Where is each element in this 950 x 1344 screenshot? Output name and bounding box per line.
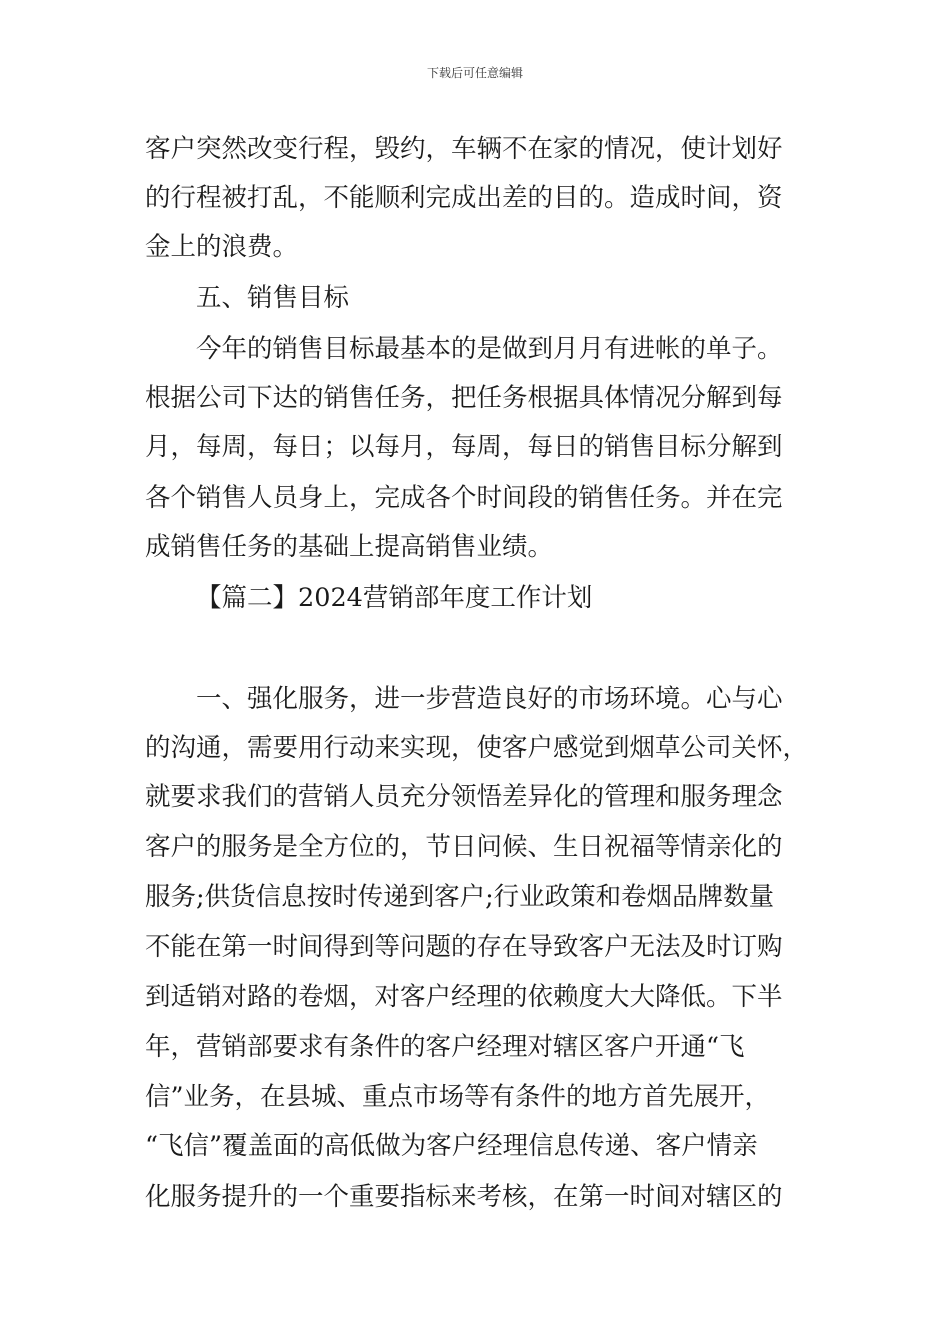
paragraph-line: “飞信”覆盖面的高低做为客户经理信息传递、客户情亲 bbox=[145, 1131, 758, 1161]
paragraph-line: 金上的浪费。 bbox=[145, 232, 299, 262]
paragraph-line: 今年的销售目标最基本的是做到月月有进帐的单子。 bbox=[196, 334, 783, 364]
paragraph-line: 成销售任务的基础上提高销售业绩。 bbox=[145, 532, 554, 562]
article-title: 【篇二】2024营销部年度工作计划 bbox=[196, 583, 593, 613]
paragraph-line: 化服务提升的一个重要指标来考核，在第一时间对辖区的 bbox=[145, 1182, 783, 1212]
paragraph-line: 一、强化服务，进一步营造良好的市场环境。心与心 bbox=[196, 684, 783, 714]
paragraph-line: 服务;供货信息按时传递到客户;行业政策和卷烟品牌数量 bbox=[145, 882, 775, 912]
paragraph-line: 到适销对路的卷烟，对客户经理的依赖度大大降低。下半 bbox=[145, 982, 783, 1012]
paragraph-line: 根据公司下达的销售任务，把任务根据具体情况分解到每 bbox=[145, 383, 783, 413]
paragraph-line: 客户的服务是全方位的，节日问候、生日祝福等情亲化的 bbox=[145, 832, 783, 862]
paragraph-line: 月，每周，每日；以每月，每周，每日的销售目标分解到 bbox=[145, 432, 783, 462]
paragraph-line: 不能在第一时间得到等问题的存在导致客户无法及时订购 bbox=[145, 932, 783, 962]
paragraph-line: 的沟通，需要用行动来实现，使客户感觉到烟草公司关怀， bbox=[145, 733, 809, 763]
paragraph-line: 的行程被打乱，不能顺利完成出差的目的。造成时间，资 bbox=[145, 183, 783, 213]
page-header: 下载后可任意编辑 bbox=[426, 66, 523, 80]
paragraph-line: 信”业务，在县城、重点市场等有条件的地方首先展开， bbox=[145, 1082, 771, 1112]
paragraph-line: 就要求我们的营销人员充分领悟差异化的管理和服务理念 bbox=[145, 782, 783, 812]
paragraph-line: 客户突然改变行程，毁约，车辆不在家的情况，使计划好 bbox=[145, 134, 783, 164]
paragraph-line: 年，营销部要求有条件的客户经理对辖区客户开通“飞 bbox=[145, 1032, 745, 1062]
section-heading: 五、销售目标 bbox=[196, 283, 350, 313]
paragraph-line: 各个销售人员身上，完成各个时间段的销售任务。并在完 bbox=[145, 483, 783, 513]
